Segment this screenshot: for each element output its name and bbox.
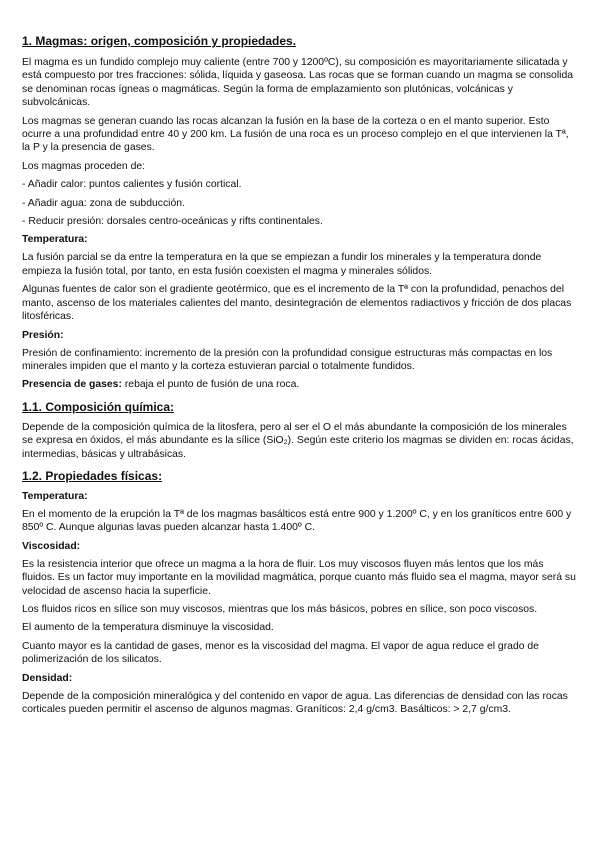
viscosidad-heading: Viscosidad:	[22, 540, 81, 552]
densidad-heading: Densidad:	[22, 672, 73, 684]
viscosidad-paragraph-4: Cuanto mayor es la cantidad de gases, menor es la viscosidad del magma. El vapor de agua reduce el grado de polimerización de los silicatos.	[22, 640, 539, 666]
gases-text: rebaja el punto de fusión de una roca.	[121, 379, 300, 391]
viscosidad-paragraph-2: Los fluidos ricos en sílice son muy viscosos, mientras que los más básicos, pobres en sílice, son poco viscosos.	[22, 603, 538, 615]
temperatura-paragraph-1: La fusión parcial se da entre la temperatura en la que se empiezan a fundir los minerales y la temperatura donde empieza la fusión total, por tanto, en esta fusión coexisten el magma y minerales sólidos.	[22, 252, 542, 277]
densidad-paragraph: Depende de la composición mineralógica y del contenido en vapor de agua. Las diferencias de densidad con las rocas corticales pueden permitir el ascenso de algunos magmas. Graníticos: 2,4 g/cm3. Basálticos: > 2,7 g/cm3.	[22, 690, 568, 715]
temperatura-paragraph-2: Algunas fuentes de calor son el gradiente geotérmico, que es el incremento de la Tª con la profundidad, penachos del manto, ascenso de los materiales calientes del manto, desintegración de elementos radiactivos y fricción de dos placas litosféricas.	[22, 284, 572, 323]
document-page	[22, 34, 578, 721]
prop-temperatura-heading: Temperatura:	[22, 490, 88, 502]
origin-item-water: - Añadir agua: zona de subducción.	[22, 197, 185, 209]
intro-paragraph-2: Los magmas se generan cuando las rocas alcanzan la fusión en la base de la corteza o en el manto superior. Esto ocurre a una profundidad entre 40 y 200 km. La fusión de una roca es un proceso complejo en el que intervienen la Tª, la P y la presencia de gases.	[22, 115, 569, 154]
prop-temperatura-paragraph: En el momento de la erupción la Tª de los magmas basálticos está entre 900 y 1.200º C, y en los graníticos entre 600 y 850º C. Aunque algunas lavas pueden alcanzar hasta 1.400º C.	[22, 508, 572, 534]
gases-paragraph	[22, 378, 578, 391]
viscosidad-paragraph-3: El aumento de la temperatura disminuye la viscosidad.	[22, 622, 274, 634]
propiedades-heading: 1.2. Propiedades físicas:	[22, 468, 163, 483]
origin-item-pressure: - Reducir presión: dorsales centro-oceánicas y rifts continentales.	[22, 216, 323, 228]
intro-paragraph-1: El magma es un fundido complejo muy caliente (entre 700 y 1200ºC), su composición es mayoritariamente silicatada y está compuesto por tres fracciones: sólida, líquida y gaseosa. Las rocas que se forman cuando un magma se consolida se denominan rocas ígneas o magmáticas. Según la forma de emplazamiento son plutónicas, volcánicas y subvolcánicas.	[22, 57, 574, 109]
composicion-paragraph: Depende de la composición química de la litosfera, pero al ser el O el más abundante la composición de los minerales se expresa en óxidos, el más abundante es la sílice (SiO₂). Según este criterio los magmas se dividen en: rocas ácidas, intermedias, básicas y ultrabásicas.	[22, 421, 574, 460]
composicion-heading: 1.1. Composición química:	[22, 399, 175, 414]
temperatura-heading: Temperatura:	[22, 234, 88, 246]
viscosidad-paragraph-1: Es la resistencia interior que ofrece un magma a la hora de fluir. Los muy viscosos fluyen más lentos que los más fluidos. Es un factor muy importante en la movilidad magmática, porque cuanto más fluido sea el magma, mayor será su velocidad de ascenso hacia la superficie.	[22, 558, 576, 597]
origin-item-heat: - Añadir calor: puntos calientes y fusión cortical.	[22, 179, 242, 191]
intro-paragraph-3: Los magmas proceden de:	[22, 160, 146, 172]
gases-label: Presencia de gases:	[22, 379, 122, 391]
presion-paragraph: Presión de confinamiento: incremento de la presión con la profundidad consigue estructuras más compactas en los minerales impiden que el manto y la corteza estuvieran parcial o totalmente fundidos.	[22, 347, 553, 372]
presion-heading: Presión:	[22, 329, 64, 341]
section-title: 1. Magmas: origen, composición y propiedades.	[22, 34, 297, 48]
